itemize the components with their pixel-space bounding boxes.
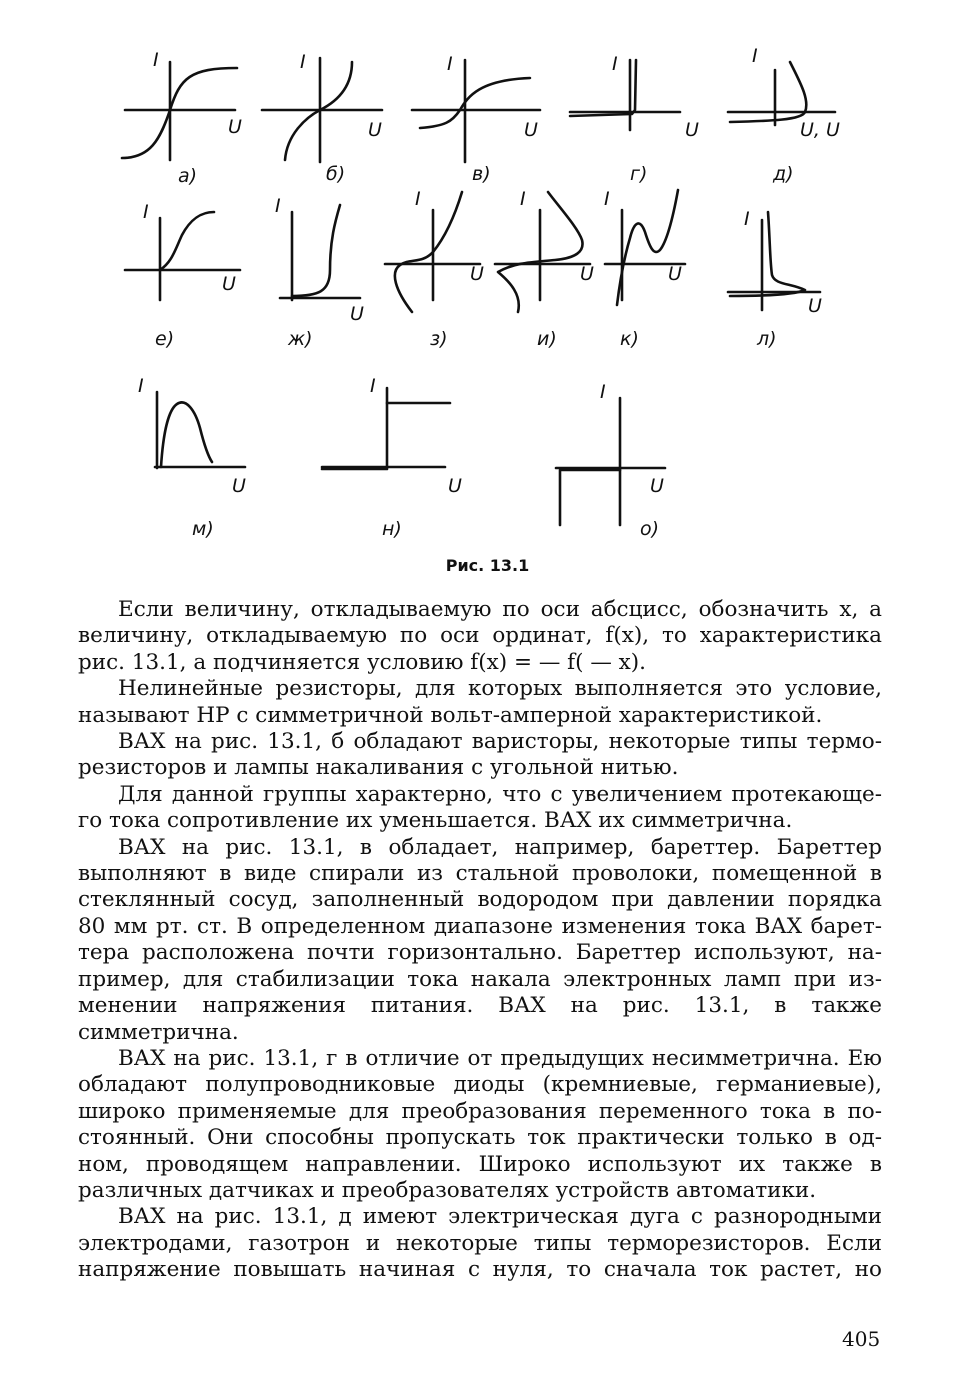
body-text — [78, 597, 882, 1284]
axis-u-v: U — [524, 119, 538, 141]
axis-u-g: U — [685, 119, 699, 141]
text-line: пример, для стабилизации тока накала электронных ламп при из- — [78, 966, 882, 992]
text-line: стоянный. Они способны пропускать ток практически только в од- — [78, 1125, 882, 1151]
text-line: величину, откладываемую по оси ординат, f(x), то характеристика — [78, 623, 882, 649]
axis-i-e: I — [143, 201, 149, 223]
panel-label-zh: ж) — [288, 328, 313, 350]
axis-u-b: U — [368, 119, 382, 141]
axis-i-g: I — [612, 53, 618, 75]
panel-label-b: б) — [326, 163, 346, 185]
panel-l-plot — [728, 212, 820, 310]
axis-u-o: U — [650, 475, 664, 497]
text-line: ВАХ на рис. 13.1, б обладают варисторы, некоторые типы термо- — [118, 729, 882, 755]
panel-label-g: г) — [630, 163, 648, 185]
panel-i-plot — [495, 192, 590, 312]
text-line: ВАХ на рис. 13.1, в обладает, например, бареттер. Бареттер — [118, 834, 882, 860]
text-line: различных датчиках и преобразователях устройств автоматики. — [78, 1177, 817, 1203]
axis-u-a: U — [228, 116, 242, 138]
text-line: тера расположена почти горизонтально. Бареттер используют, на- — [78, 940, 882, 966]
axis-u-k: U — [668, 263, 682, 285]
axis-i-z: I — [415, 188, 421, 210]
panel-label-n: н) — [382, 518, 402, 540]
panel-label-a: а) — [178, 165, 198, 187]
panel-label-m: м) — [192, 518, 214, 540]
panel-z-plot — [385, 192, 480, 312]
panel-label-z: з) — [430, 328, 448, 350]
panel-d-plot — [728, 62, 835, 125]
axis-i-l: I — [744, 208, 750, 230]
text-line: Для данной группы характерно, что с увеличением протекающе- — [118, 781, 882, 807]
axis-u-m: U — [232, 475, 246, 497]
axis-u-d: U, U — [800, 119, 840, 141]
figure-13-1 — [0, 0, 975, 560]
text-line: называют НР с симметричной вольт-амперной характеристикой. — [78, 702, 823, 728]
axis-i-d: I — [752, 45, 758, 67]
axis-u-zh: U — [350, 303, 364, 325]
panel-g-plot — [570, 60, 680, 130]
panel-o-plot — [556, 398, 665, 525]
text-line: симметрична. — [78, 1019, 239, 1045]
panel-v-plot — [412, 60, 540, 162]
panel-m-plot — [155, 392, 245, 468]
panel-label-k: к) — [620, 328, 639, 350]
panel-label-i: и) — [537, 328, 557, 350]
text-line: обладают полупроводниковые диоды (кремниевые, германиевые), — [78, 1072, 882, 1098]
text-line: рис. 13.1, а подчиняется условию f(x) = — f( — x). — [78, 649, 647, 675]
text-line: широко применяемые для преобразования переменного тока в по- — [78, 1098, 882, 1124]
axis-u-i: U — [580, 263, 594, 285]
axis-i-m: I — [138, 375, 144, 397]
axis-u-e: U — [222, 273, 236, 295]
axis-u-n: U — [448, 475, 462, 497]
text-line: резисторов и лампы накаливания с угольной нитью. — [78, 755, 679, 781]
axis-u-l: U — [808, 295, 822, 317]
text-line: стеклянный сосуд, заполненный водородом при давлении порядка — [78, 887, 882, 913]
text-line: напряжение повышать начиная с нуля, то сначала ток растет, но — [78, 1257, 882, 1283]
text-line: ном, проводящем направлении. Широко используют их также в — [78, 1151, 882, 1177]
text-line: менении напряжения питания. ВАХ на рис. 13.1, в также — [78, 993, 882, 1019]
text-line: Нелинейные резисторы, для которых выполняется это условие, — [118, 676, 882, 702]
axis-i-zh: I — [275, 195, 281, 217]
axis-i-a: I — [153, 49, 159, 71]
figure-caption: Рис. 13.1 — [445, 556, 530, 575]
axis-i-i: I — [520, 188, 526, 210]
axis-i-k: I — [604, 188, 610, 210]
text-line: выполняют в виде спирали из стальной проволоки, помещенной в — [78, 861, 882, 887]
panel-label-e: е) — [155, 328, 175, 350]
axis-i-n: I — [370, 375, 376, 397]
panel-zh-plot — [280, 205, 360, 300]
text-line: 80 мм рт. ст. В определенном диапазоне изменения тока ВАХ барет- — [78, 913, 882, 939]
axis-i-o: I — [600, 381, 606, 403]
text-line: электродами, газотрон и некоторые типы терморезисторов. Если — [78, 1230, 882, 1256]
axis-i-b: I — [300, 51, 306, 73]
panel-a-plot — [122, 62, 237, 160]
text-line: ВАХ на рис. 13.1, д имеют электрическая дуга с разнородными — [118, 1204, 882, 1230]
panel-label-o: о) — [640, 518, 660, 540]
panel-k-plot — [605, 190, 685, 305]
panel-n-plot — [322, 388, 450, 469]
text-line: Если величину, откладываемую по оси абсцисс, обозначить x, а — [118, 597, 882, 622]
text-line: го тока сопротивление их уменьшается. ВАХ их симметрична. — [78, 808, 793, 834]
axis-u-z: U — [470, 263, 484, 285]
panel-label-l: л) — [757, 328, 777, 350]
page-number: 405 — [842, 1327, 881, 1351]
axis-i-v: I — [447, 53, 453, 75]
panel-label-v: в) — [472, 163, 491, 185]
panel-b-plot — [262, 58, 382, 162]
text-line: ВАХ на рис. 13.1, г в отличие от предыдущих несимметрична. Ею — [118, 1045, 882, 1071]
panel-label-d: д) — [773, 163, 794, 185]
